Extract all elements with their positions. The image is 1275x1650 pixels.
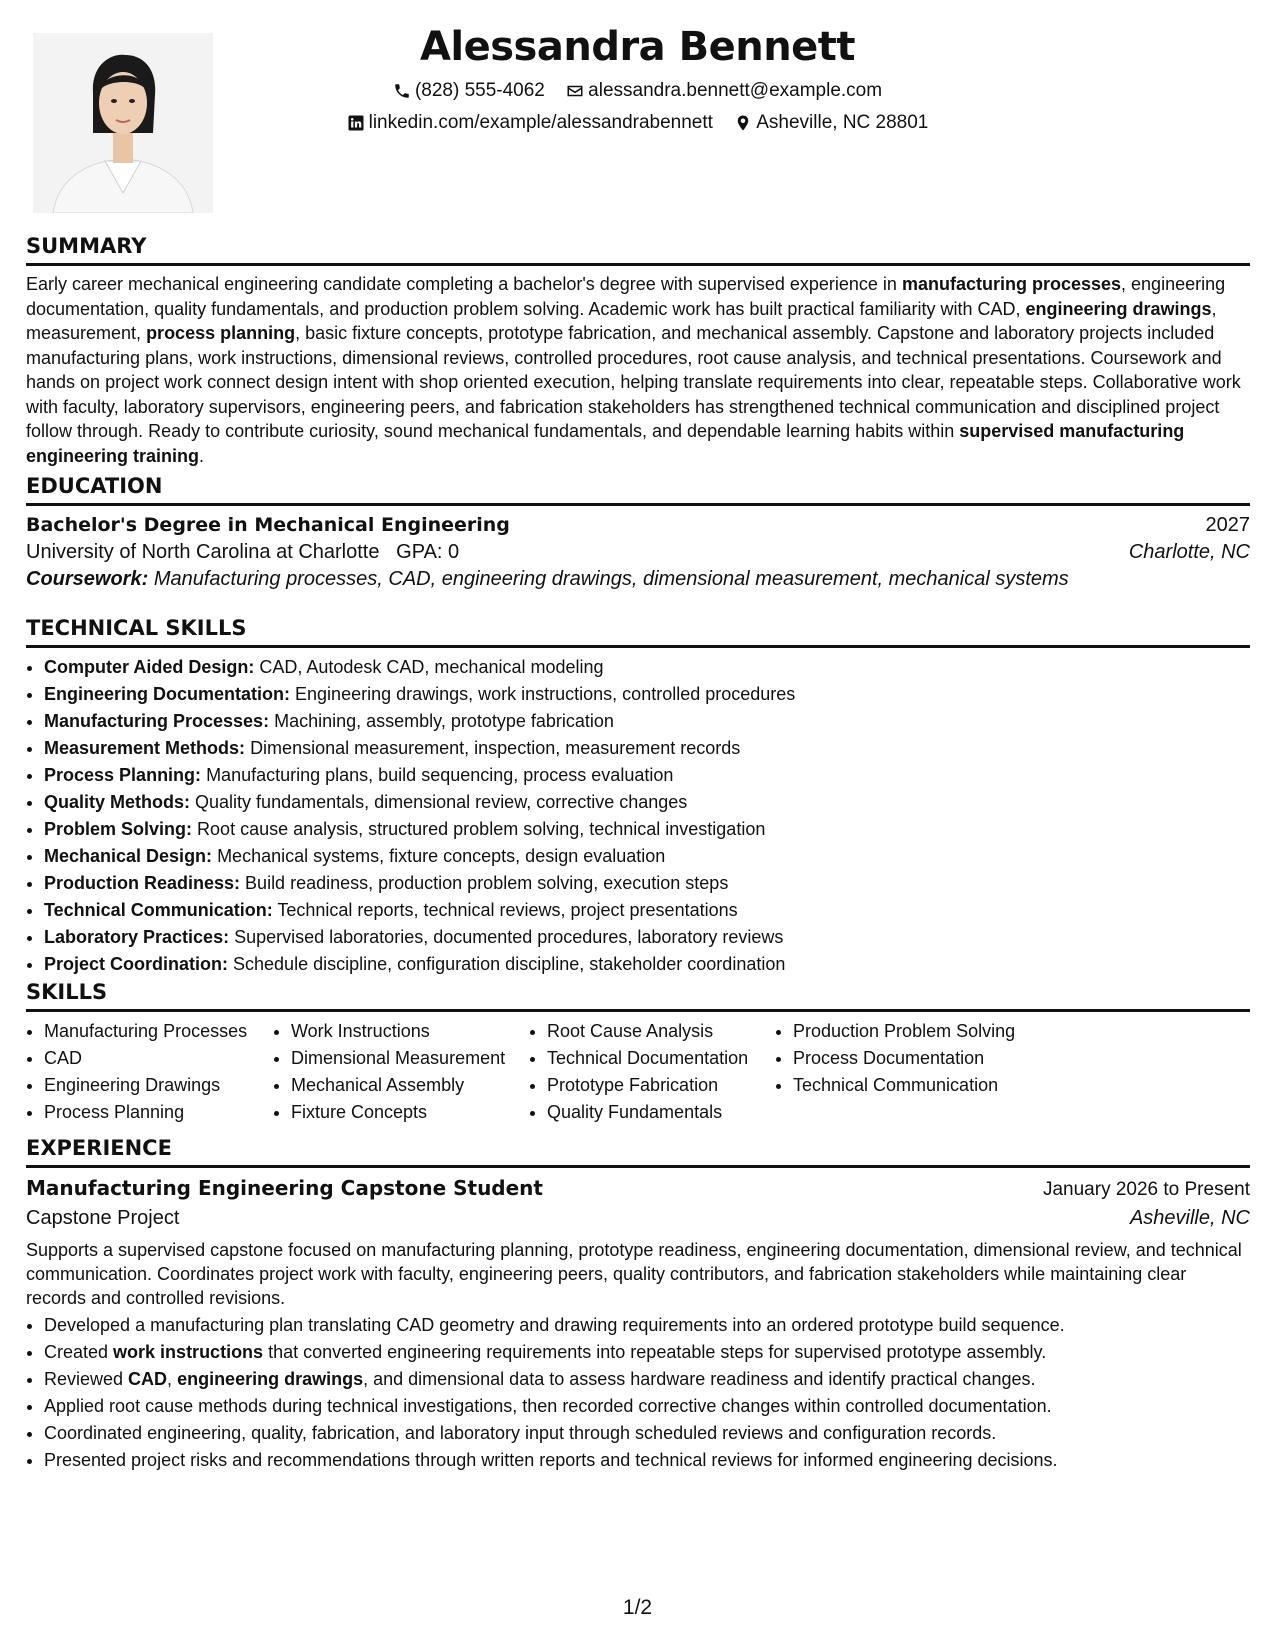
linkedin-icon bbox=[347, 114, 365, 132]
job-location: Asheville, NC bbox=[1129, 1207, 1250, 1229]
skill-item: • Root Cause Analysis bbox=[547, 1018, 775, 1045]
job-organization: Capstone Project bbox=[26, 1207, 180, 1229]
technical-skill-item bbox=[44, 951, 1250, 978]
skills-column bbox=[26, 1018, 273, 1126]
candidate-name: Alessandra Bennett bbox=[419, 24, 856, 70]
skill-values: Quality fundamentals, dimensional review, corrective changes bbox=[195, 792, 688, 812]
skills-grid bbox=[26, 1018, 1250, 1126]
mail-icon bbox=[566, 82, 584, 100]
skill-values: CAD, Autodesk CAD, mechanical modeling bbox=[259, 657, 604, 677]
skill-item: • Quality Fundamentals bbox=[547, 1099, 775, 1126]
skill-values: Schedule discipline, configuration discipline, stakeholder coordination bbox=[233, 954, 786, 974]
skill-category: Engineering Documentation: bbox=[44, 684, 291, 704]
technical-skill-item bbox=[44, 897, 1250, 924]
skill-item: • Process Planning bbox=[44, 1099, 273, 1126]
skill-values: Root cause analysis, structured problem solving, technical investigation bbox=[197, 819, 766, 839]
technical-skill-item bbox=[44, 654, 1250, 681]
education-location: Charlotte, NC bbox=[1128, 541, 1250, 563]
skill-values: Dimensional measurement, inspection, measurement records bbox=[250, 738, 741, 758]
map-pin-icon bbox=[734, 114, 752, 132]
email-text: alessandra.bennett@example.com bbox=[588, 80, 883, 101]
job-title: Manufacturing Engineering Capstone Student bbox=[26, 1176, 543, 1200]
education-degree-row bbox=[26, 514, 1250, 537]
job-org-row bbox=[26, 1207, 1250, 1230]
institution: University of North Carolina at Charlotte GPA: 0 bbox=[26, 541, 460, 563]
phone-text: (828) 555-4062 bbox=[414, 80, 545, 101]
skills-section bbox=[26, 980, 1250, 1126]
skill-item: • Fixture Concepts bbox=[291, 1099, 529, 1126]
technical-skill-item bbox=[44, 870, 1250, 897]
technical-skill-item bbox=[44, 735, 1250, 762]
contact-row-secondary bbox=[0, 112, 1275, 138]
section-title: TECHNICAL SKILLS bbox=[26, 616, 1250, 648]
summary-text: Early career mechanical engineering candidate completing a bachelor's degree with supervised experience in manufacturing processes, engineering documentation, quality fundamentals, and production problem solving. Academic work has built practical familiarity with CAD, engineering drawings, measurement, process planning, basic fixture concepts, prototype fabrication, and mechanical assembly. Capstone and laboratory projects included manufacturing plans, work instructions, dimensional reviews, controlled procedures, root cause analysis, and technical presentations. Coursework and hands on project work connect design intent with shop oriented execution, helping translate requirements into clear, repeatable steps. Collaborative work with faculty, laboratory supervisors, engineering peers, and fabrication stakeholders has strengthened technical communication and disciplined project follow through. Ready to contribute curiosity, sound mechanical fundamentals, and dependable learning habits within supervised manufacturing engineering training. bbox=[26, 274, 1241, 466]
section-title: EDUCATION bbox=[26, 474, 1250, 506]
skills-column bbox=[775, 1018, 1035, 1126]
technical-skill-item bbox=[44, 816, 1250, 843]
job-bullet: • Coordinated engineering, quality, fabrication, and laboratory input through scheduled reviews and configuration records. bbox=[44, 1420, 1250, 1447]
skill-category: Project Coordination: bbox=[44, 954, 228, 974]
graduation-year: 2027 bbox=[1205, 514, 1250, 536]
technical-skills-list bbox=[26, 654, 1250, 978]
gpa: GPA: 0 bbox=[396, 541, 460, 563]
linkedin-contact[interactable] bbox=[347, 112, 713, 134]
contact-row-primary bbox=[0, 80, 1275, 106]
technical-skill-item bbox=[44, 843, 1250, 870]
phone-contact[interactable] bbox=[393, 80, 545, 102]
skill-item: • Prototype Fabrication bbox=[547, 1072, 775, 1099]
job-bullet: • Created work instructions that converted engineering requirements into repeatable steps for supervised prototype assembly. bbox=[44, 1339, 1250, 1366]
skill-item: • CAD bbox=[44, 1045, 273, 1072]
job-bullet: • Reviewed CAD, engineering drawings, and dimensional data to assess hardware readiness and identify practical changes. bbox=[44, 1366, 1250, 1393]
skill-values: Build readiness, production problem solving, execution steps bbox=[245, 873, 729, 893]
degree-name: Bachelor's Degree in Mechanical Engineering bbox=[26, 514, 510, 536]
technical-skill-item bbox=[44, 924, 1250, 951]
experience-section bbox=[26, 1136, 1250, 1474]
technical-skill-item bbox=[44, 762, 1250, 789]
job-bullet: • Developed a manufacturing plan translating CAD geometry and drawing requirements into an ordered prototype build sequence. bbox=[44, 1312, 1250, 1339]
skill-category: Process Planning: bbox=[44, 765, 202, 785]
skill-values: Supervised laboratories, documented procedures, laboratory reviews bbox=[234, 927, 784, 947]
technical-skill-item bbox=[44, 708, 1250, 735]
skills-column bbox=[529, 1018, 775, 1126]
technical-skill-item bbox=[44, 789, 1250, 816]
skill-category: Computer Aided Design: bbox=[44, 657, 255, 677]
skill-category: Laboratory Practices: bbox=[44, 927, 230, 947]
skill-item: • Production Problem Solving bbox=[793, 1018, 1035, 1045]
skill-item: • Dimensional Measurement bbox=[291, 1045, 529, 1072]
location-text: Asheville, NC 28801 bbox=[756, 112, 929, 133]
skill-item: • Manufacturing Processes bbox=[44, 1018, 273, 1045]
coursework: Coursework: Manufacturing processes, CAD, engineering drawings, dimensional measurement, mechanical systems bbox=[26, 568, 1069, 590]
job-header-row bbox=[26, 1176, 1250, 1201]
technical-skills-section bbox=[26, 616, 1250, 978]
skill-category: Manufacturing Processes: bbox=[44, 711, 270, 731]
section-title: SUMMARY bbox=[26, 234, 1250, 266]
section-title: EXPERIENCE bbox=[26, 1136, 1250, 1168]
job-bullets bbox=[26, 1312, 1250, 1474]
job-description: Supports a supervised capstone focused on manufacturing planning, prototype readiness, engineering documentation, dimensional review, and technical communication. Coordinates project work with faculty, engineering peers, quality contributors, and fabrication stakeholders while maintaining clear records and controlled revisions. bbox=[26, 1240, 1242, 1308]
linkedin-text: linkedin.com/example/alessandrabennett bbox=[368, 112, 713, 133]
skill-category: Problem Solving: bbox=[44, 819, 193, 839]
skill-values: Manufacturing plans, build sequencing, process evaluation bbox=[206, 765, 674, 785]
skill-category: Quality Methods: bbox=[44, 792, 191, 812]
skill-item: • Engineering Drawings bbox=[44, 1072, 273, 1099]
skill-category: Production Readiness: bbox=[44, 873, 241, 893]
skill-item: • Mechanical Assembly bbox=[291, 1072, 529, 1099]
skill-values: Technical reports, technical reviews, project presentations bbox=[277, 900, 738, 920]
skill-item: • Process Documentation bbox=[793, 1045, 1035, 1072]
page-number: 1/2 bbox=[622, 1596, 653, 1619]
skill-category: Measurement Methods: bbox=[44, 738, 246, 758]
email-contact[interactable] bbox=[566, 80, 882, 102]
education-section bbox=[26, 474, 1250, 591]
job-bullet: • Presented project risks and recommendations through written reports and technical reviews for informed engineering decisions. bbox=[44, 1447, 1250, 1474]
skill-item: • Work Instructions bbox=[291, 1018, 529, 1045]
job-bullet: • Applied root cause methods during technical investigations, then recorded corrective changes within controlled documentation. bbox=[44, 1393, 1250, 1420]
phone-icon bbox=[393, 82, 411, 100]
skill-category: Mechanical Design: bbox=[44, 846, 213, 866]
skill-item: • Technical Documentation bbox=[547, 1045, 775, 1072]
education-institution-row bbox=[26, 541, 1250, 564]
skill-category: Technical Communication: bbox=[44, 900, 273, 920]
summary-section bbox=[26, 234, 1250, 468]
skill-item: • Technical Communication bbox=[793, 1072, 1035, 1099]
section-title: SKILLS bbox=[26, 980, 1250, 1012]
skill-values: Engineering drawings, work instructions, controlled procedures bbox=[295, 684, 796, 704]
job-dates: January 2026 to Present bbox=[1042, 1179, 1250, 1200]
location-contact bbox=[734, 112, 928, 134]
skill-values: Mechanical systems, fixture concepts, design evaluation bbox=[217, 846, 666, 866]
technical-skill-item bbox=[44, 681, 1250, 708]
skills-column bbox=[273, 1018, 529, 1126]
skill-values: Machining, assembly, prototype fabrication bbox=[274, 711, 614, 731]
